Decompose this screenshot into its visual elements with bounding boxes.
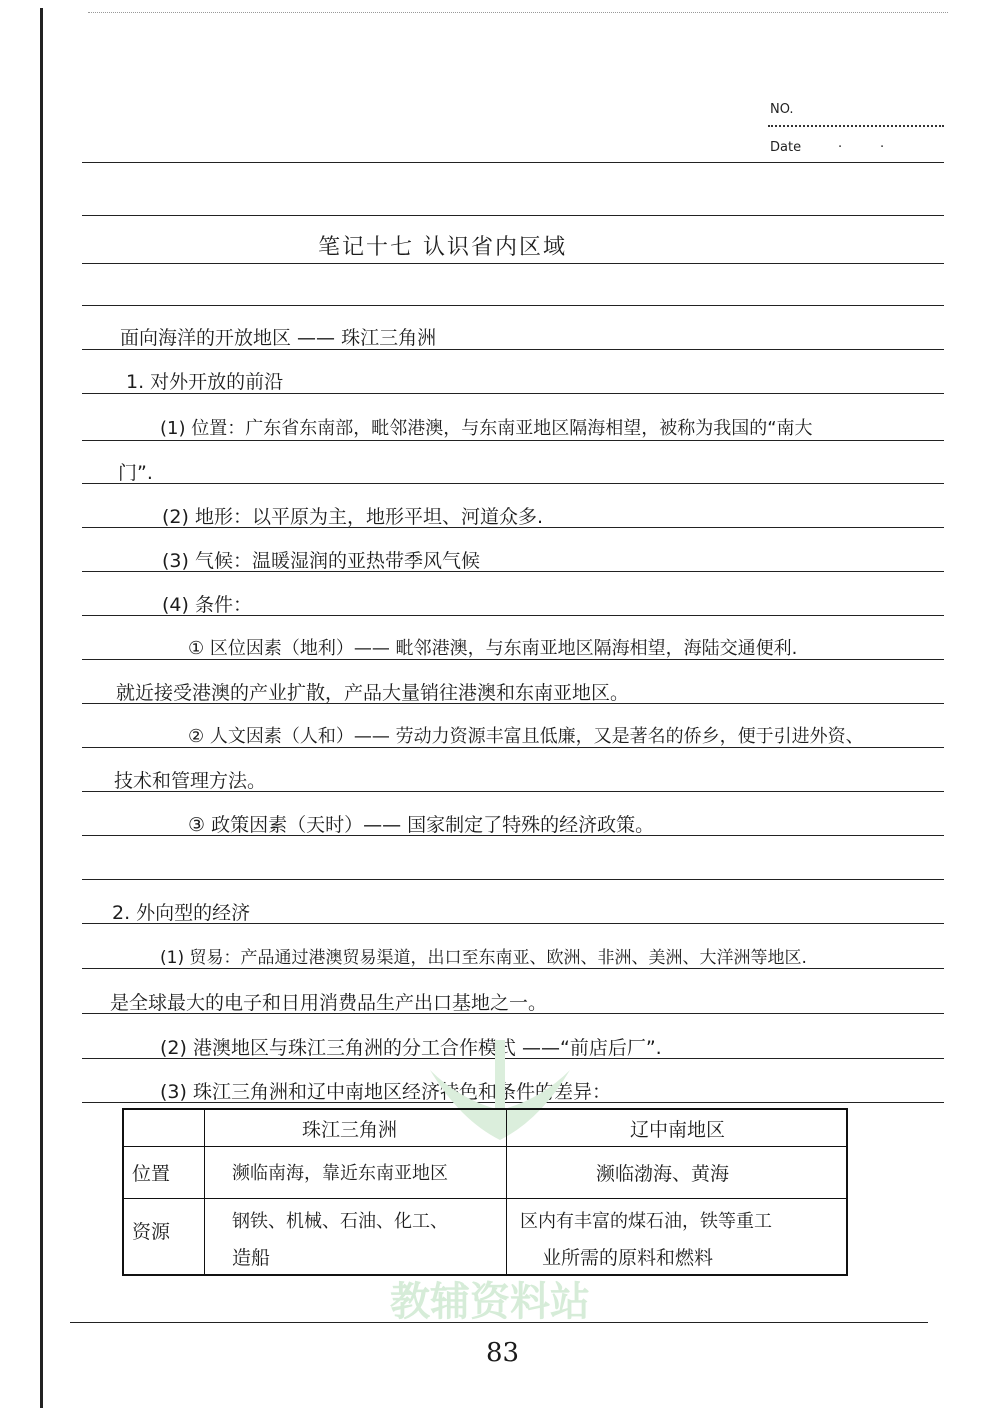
- date-dot: ·: [838, 140, 843, 155]
- ruled-line: [82, 483, 944, 484]
- note-line: ③ 政策因素（天时）—— 国家制定了特殊的经济政策。: [188, 814, 655, 836]
- note-line: 技术和管理方法。: [114, 770, 267, 792]
- note-line: (2) 港澳地区与珠江三角洲的分工合作模式 ——“前店后厂”.: [160, 1037, 662, 1059]
- table-row-label-location: 位置: [132, 1163, 171, 1185]
- watermark-text: 教辅资料站: [390, 1279, 590, 1325]
- note-line: (1) 位置：广东省东南部，毗邻港澳，与东南亚地区隔海相望，被称为我国的“南大: [160, 418, 813, 439]
- section-heading: 面向海洋的开放地区 —— 珠江三角洲: [120, 327, 437, 349]
- note-line: (2) 地形：以平原为主，地形平坦、河道众多.: [162, 506, 543, 528]
- table-header-liaozhongnan: 辽中南地区: [630, 1119, 726, 1141]
- note-line: ② 人文因素（人和）—— 劳动力资源丰富且低廉，又是著名的侨乡，便于引进外资、: [188, 726, 864, 747]
- table-header-pearl-river-delta: 珠江三角洲: [302, 1119, 398, 1141]
- date-dot: ·: [880, 140, 885, 155]
- no-label: NO.: [770, 102, 794, 117]
- table-divider: [124, 1146, 846, 1147]
- comparison-table: [122, 1108, 848, 1276]
- page-number: 83: [486, 1338, 520, 1368]
- table-cell: 造船: [232, 1247, 271, 1269]
- ruled-line: [82, 162, 944, 163]
- table-row-label-resources: 资源: [132, 1221, 171, 1243]
- ruled-line: [82, 215, 944, 216]
- note-line: 1. 对外开放的前沿: [126, 371, 284, 393]
- notebook-margin-line: [40, 8, 43, 1408]
- ruled-line: [70, 1322, 928, 1323]
- note-line: (4) 条件：: [162, 594, 252, 616]
- table-cell: 钢铁、机械、石油、化工、: [232, 1211, 448, 1232]
- no-dotted-line: [768, 125, 944, 127]
- page-title: 笔记十七 认识省内区域: [318, 235, 567, 260]
- note-line: 是全球最大的电子和日用消费品生产出口基地之一。: [110, 992, 548, 1014]
- table-divider: [124, 1198, 846, 1199]
- note-line: 2. 外向型的经济: [112, 902, 251, 924]
- note-line: 就近接受港澳的产业扩散，产品大量销往港澳和东南亚地区。: [116, 682, 630, 704]
- date-label: Date: [770, 140, 802, 155]
- note-line: (3) 气候：温暖湿润的亚热带季风气候: [162, 550, 480, 572]
- note-line: 门”.: [118, 462, 153, 484]
- note-line: (1) 贸易：产品通过港澳贸易渠道，出口至东南亚、欧洲、非洲、美洲、大洋洲等地区.: [160, 948, 807, 968]
- note-line: ① 区位因素（地利）—— 毗邻港澳，与东南亚地区隔海相望，海陆交通便利.: [188, 638, 798, 659]
- table-cell: 濒临南海，靠近东南亚地区: [232, 1163, 448, 1184]
- table-divider: [506, 1110, 507, 1274]
- note-line: (3) 珠江三角洲和辽中南地区经济特色和条件的差异：: [160, 1081, 611, 1103]
- ruled-line: [82, 305, 944, 306]
- table-cell: 业所需的原料和燃料: [542, 1247, 714, 1269]
- table-cell: 区内有丰富的煤石油，铁等重工: [520, 1211, 772, 1232]
- table-cell: 濒临渤海、黄海: [596, 1163, 730, 1185]
- top-dotted-border: [88, 12, 948, 13]
- ruled-line: [82, 879, 944, 880]
- table-divider: [204, 1110, 205, 1274]
- ruled-line: [82, 263, 944, 264]
